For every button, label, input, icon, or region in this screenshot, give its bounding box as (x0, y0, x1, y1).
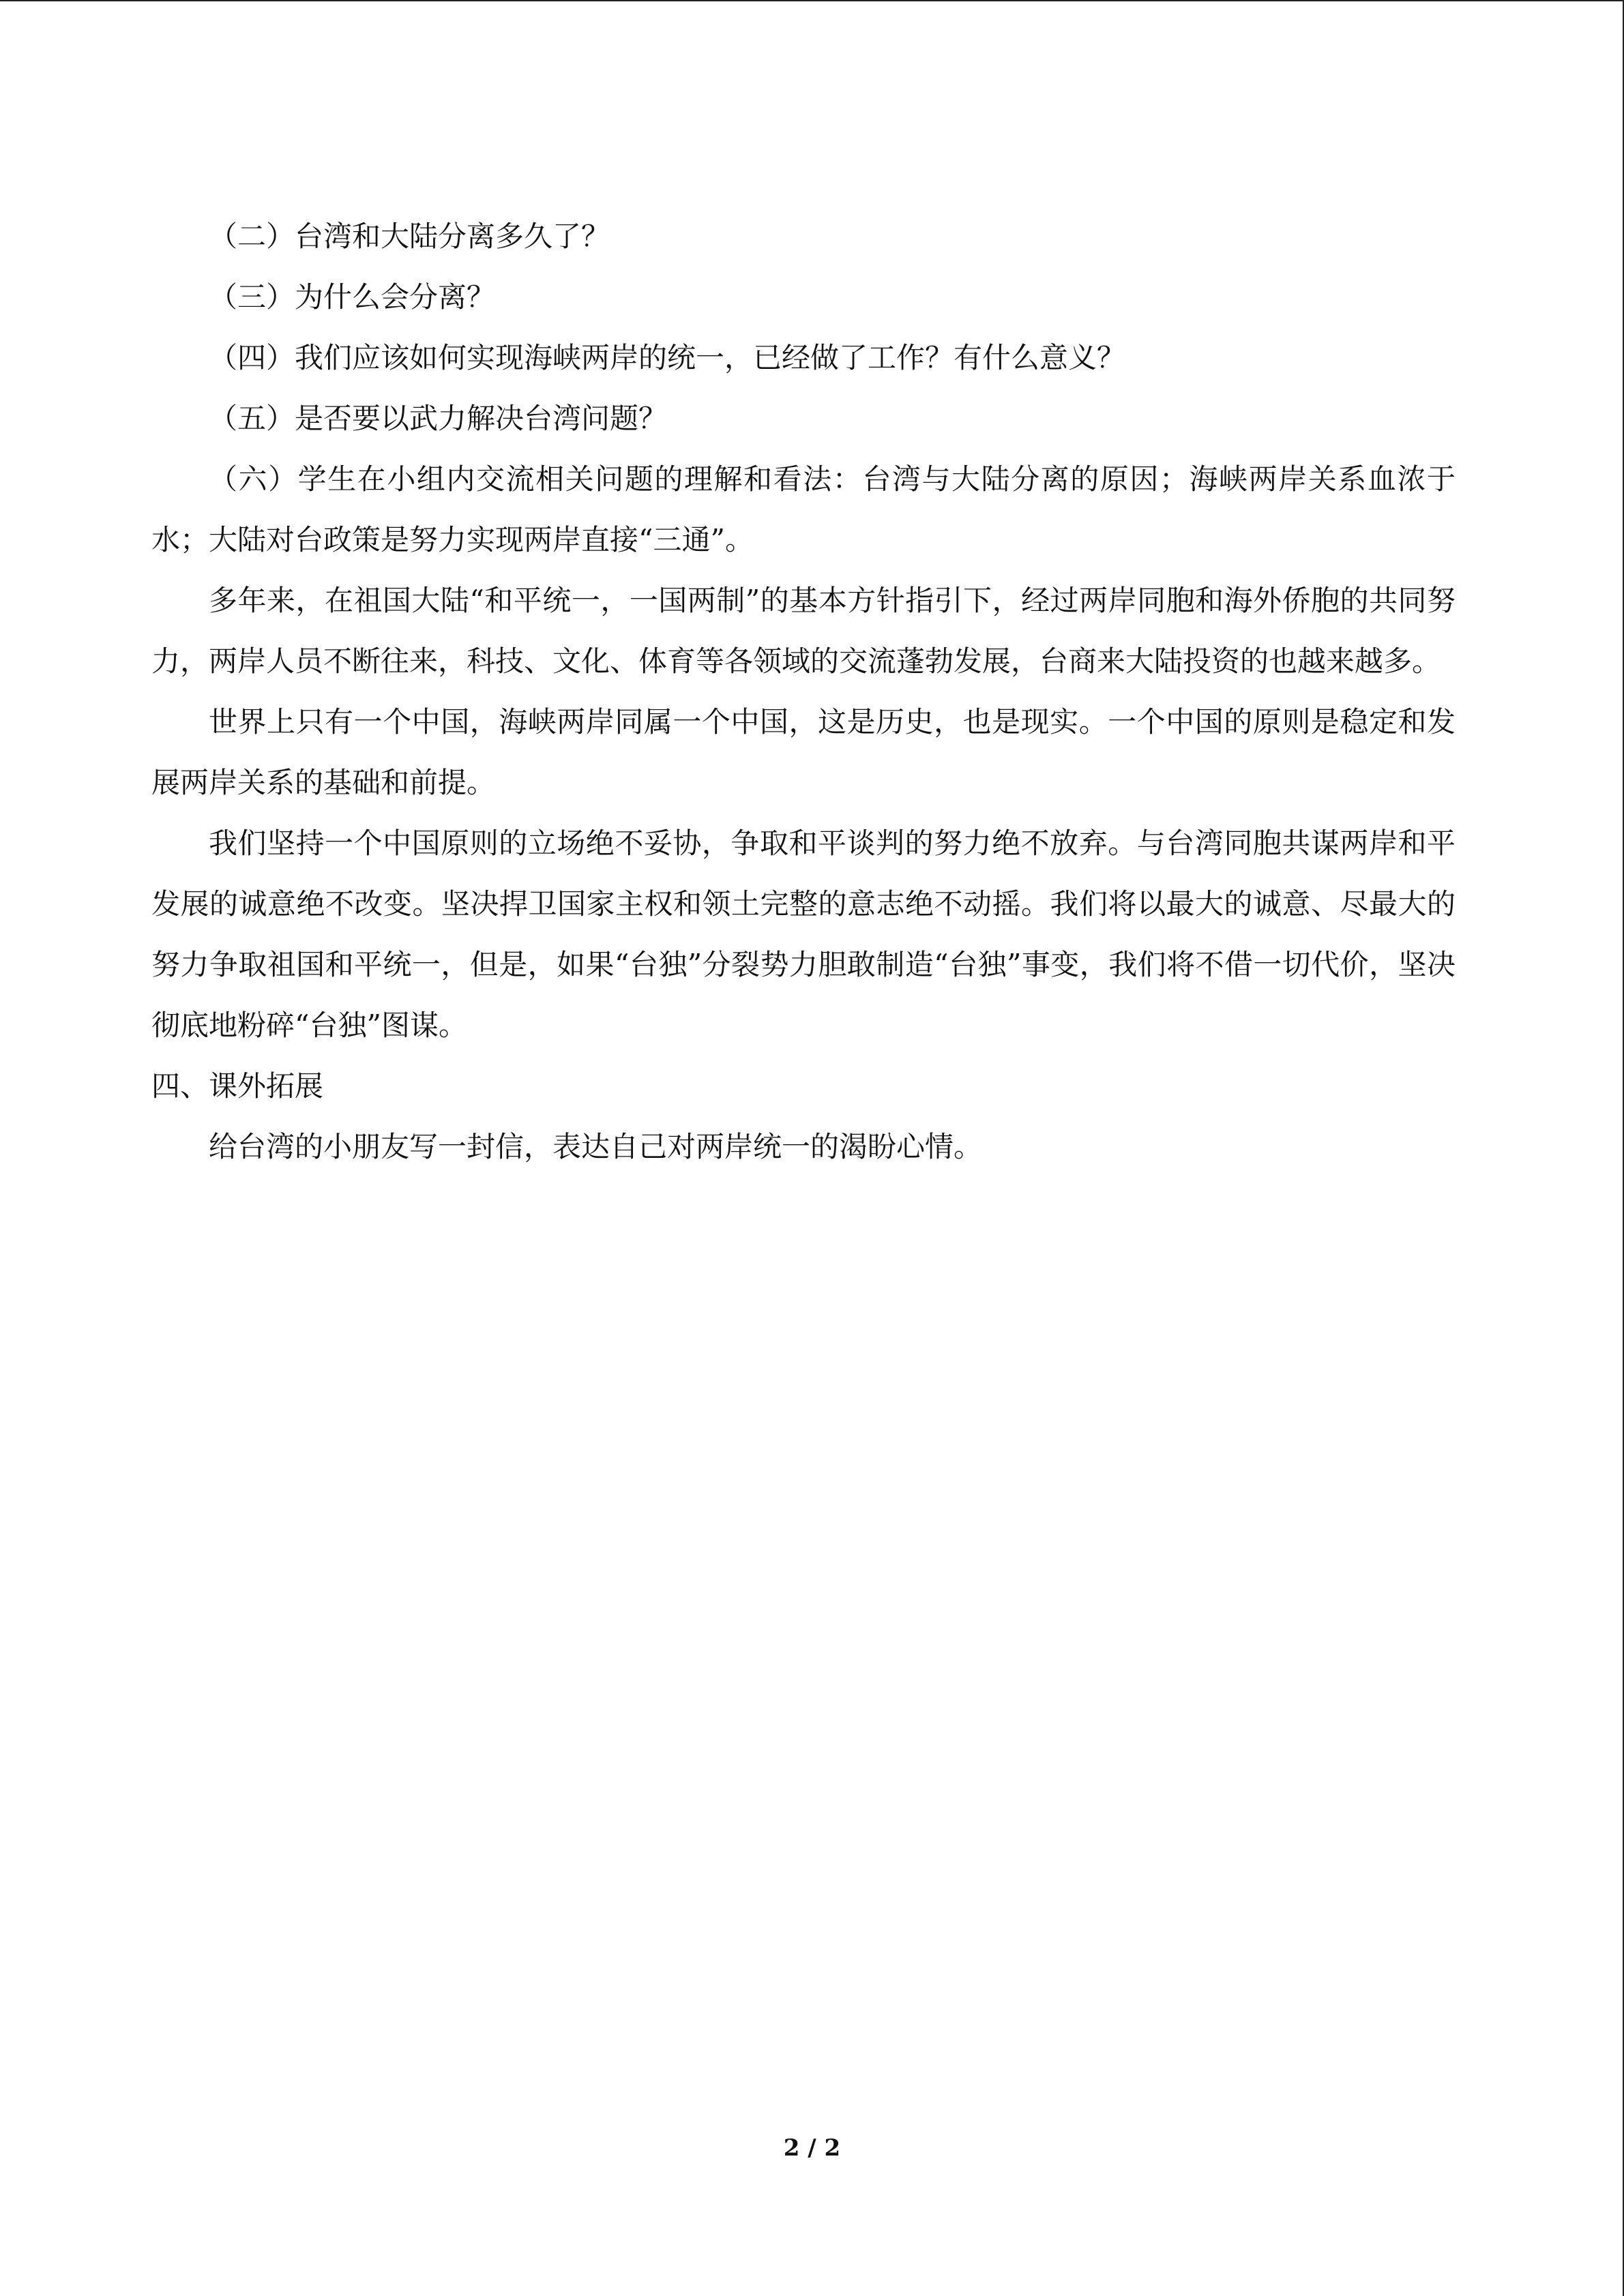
document-body (151, 206, 1456, 1177)
question-three: （三）为什么会分离？ (209, 280, 496, 314)
question-four: （四）我们应该如何实现海峡两岸的统一，已经做了工作？有什么意义？ (209, 341, 1126, 374)
question-two: （二）台湾和大陆分离多久了？ (209, 220, 610, 253)
question-five: （五）是否要以武力解决台湾问题？ (209, 402, 668, 435)
paragraph-one-china: 世界上只有一个中国，海峡两岸同属一个中国，这是历史，也是现实。一个中国的原则是稳定和发展两岸关系的基础和前提。 (151, 705, 1456, 799)
paragraph-position-statement: 我们坚持一个中国原则的立场绝不妥协，争取和平谈判的努力绝不放弃。与台湾同胞共谋两岸和平发展的诚意绝不改变。坚决捍卫国家主权和领土完整的意志绝不动摇。我们将以最大的诚意、尽最大的努力争取祖国和平统一，但是，如果“台独”分裂势力胆敢制造“台独”事变，我们将不借一切代价，坚决彻底地粉碎“台独”图谋。 (151, 826, 1456, 1042)
section-heading: 四、课外拓展 (151, 1069, 324, 1103)
page-number: 2 / 2 (783, 2134, 841, 2162)
closing-paragraph: 给台湾的小朋友写一封信，表达自己对两岸统一的渴盼心情。 (209, 1130, 983, 1163)
question-six: （六）学生在小组内交流相关问题的理解和看法：台湾与大陆分离的原因；海峡两岸关系血浓于水；大陆对台政策是努力实现两岸直接“三通”。 (151, 462, 1456, 556)
paragraph-cross-strait-exchange: 多年来，在祖国大陆“和平统一，一国两制”的基本方针指引下，经过两岸同胞和海外侨胞的共同努力，两岸人员不断往来，科技、文化、体育等各领域的交流蓬勃发展，台商来大陆投资的也越来越多。 (151, 584, 1456, 678)
